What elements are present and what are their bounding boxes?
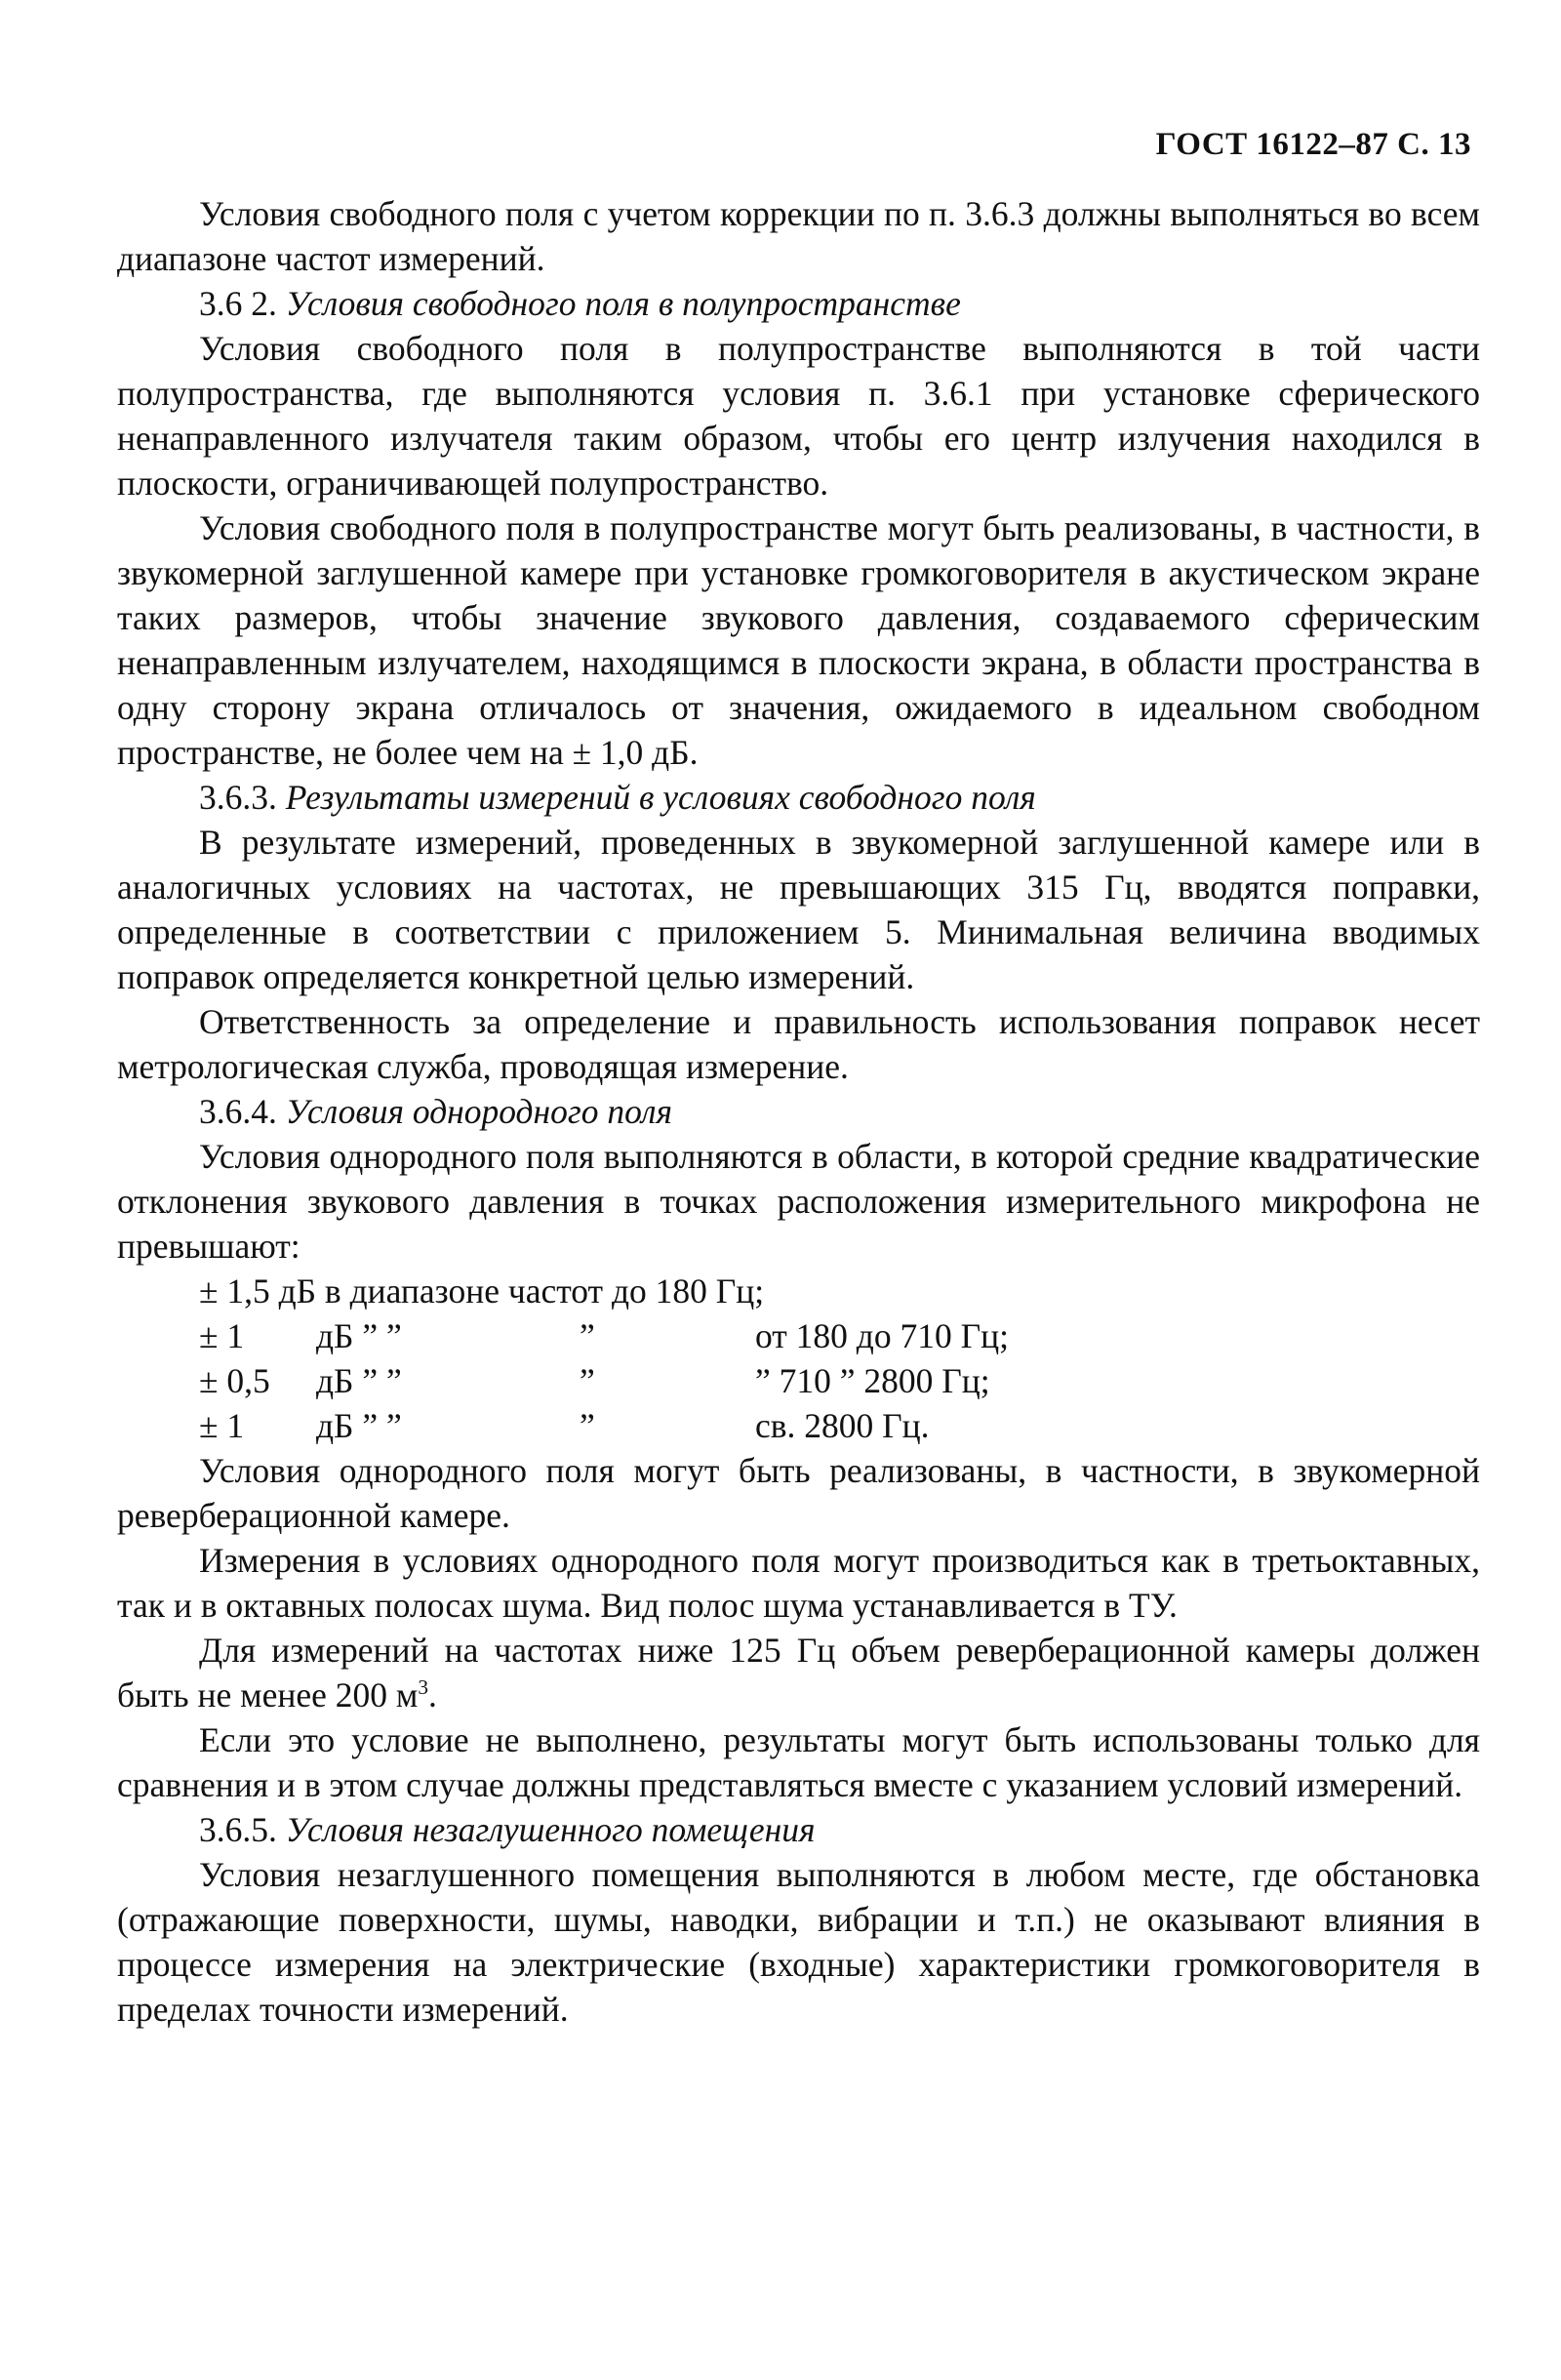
paragraph: Условия свободного поля в полупространстве могут быть реализованы, в частности, в звукомерной заглушенной камере при установке громкоговорителя в акустическом экране таких размеров, чтобы значение звукового давления, создаваемого сферическим ненаправленным излучателем, находящимся в плоскости экрана, в области пространства в одну сторону экрана отличалось от значения, ожидаемого в идеальном свободном пространстве, не более чем на ± 1,0 дБ. bbox=[117, 508, 1480, 772]
paragraph: Измерения в условиях однородного поля могут производиться как в третьоктавных, так и в октавных полосах шума. Вид полос шума устанавливается в ТУ. bbox=[117, 1541, 1480, 1625]
section-number: 3.6.4. bbox=[199, 1092, 286, 1131]
tolerance-ditto: ” bbox=[580, 1361, 595, 1400]
paragraph: Условия однородного поля могут быть реализованы, в частности, в звукомерной реверберационной камере. bbox=[117, 1451, 1480, 1535]
paragraph: Условия свободного поля в полупространстве выполняются в той части полупространства, где выполняются условия п. 3.6.1 при установке сферического ненаправленного излучателя таким образом, чтобы его центр излучения находился в плоскости, ограничивающей полупространство. bbox=[117, 329, 1480, 503]
tolerance-ditto: ” bbox=[580, 1316, 595, 1355]
section-number: 3.6 2. bbox=[199, 284, 286, 323]
tolerance-text: ± 1,5 дБ в диапазоне частот до 180 Гц; bbox=[199, 1271, 765, 1311]
paragraph-text: Для измерений на частотах ниже 125 Гц объем реверберационной камеры должен быть не менее 200 м bbox=[117, 1631, 1480, 1714]
section-number: 3.6.3. bbox=[199, 778, 286, 817]
document-body bbox=[117, 191, 1480, 2032]
tolerance-row bbox=[199, 1358, 1480, 1403]
section-number: 3.6.5. bbox=[199, 1810, 286, 1849]
section-title: Условия свободного поля в полупространстве bbox=[285, 284, 961, 323]
paragraph: Условия однородного поля выполняются в области, в которой средние квадратические отклонения звукового давления в точках расположения измерительного микрофона не превышают: bbox=[117, 1137, 1480, 1266]
section-heading-3-6-5 bbox=[117, 1807, 1480, 1852]
tolerance-value: ± 0,5 bbox=[199, 1361, 270, 1400]
section-heading-3-6-3 bbox=[117, 775, 1480, 820]
paragraph: Условия свободного поля с учетом коррекции по п. 3.6.3 должны выполняться во всем диапазоне частот измерений. bbox=[117, 194, 1480, 278]
section-title: Условия незаглушенного помещения bbox=[285, 1810, 816, 1849]
paragraph-end: . bbox=[427, 1675, 437, 1714]
tolerance-unit: дБ ” ” bbox=[316, 1361, 402, 1400]
paragraph: Условия незаглушенного помещения выполняются в любом месте, где обстановка (отражающие поверхности, шумы, наводки, вибрации и т.п.) не оказывают влияния в процессе измерения на электрические (входные) характеристики громкоговорителя в пределах точности измерений. bbox=[117, 1855, 1480, 2029]
tolerance-row bbox=[199, 1269, 1480, 1313]
section-heading-3-6-4 bbox=[117, 1089, 1480, 1134]
tolerance-range: от 180 до 710 Гц; bbox=[755, 1316, 1009, 1355]
paragraph bbox=[117, 1628, 1480, 1717]
tolerance-row bbox=[199, 1403, 1480, 1448]
paragraph: В результате измерений, проведенных в звукомерной заглушенной камере или в аналогичных условиях на частотах, не превышающих 315 Гц, вводятся поправки, определенные в соответствии с приложением 5. Минимальная величина вводимых поправок определяется конкретной целью измерений. bbox=[117, 823, 1480, 996]
tolerance-unit: дБ ” ” bbox=[316, 1316, 402, 1355]
section-title: Результаты измерений в условиях свободного поля bbox=[285, 778, 1036, 817]
tolerance-value: ± 1 bbox=[199, 1316, 245, 1355]
tolerance-list bbox=[117, 1269, 1480, 1448]
tolerance-unit: дБ ” ” bbox=[316, 1406, 402, 1445]
tolerance-range: св. 2800 Гц. bbox=[755, 1406, 930, 1445]
paragraph: Если это условие не выполнено, результаты могут быть использованы только для сравнения и в этом случае должны представляться вместе с указанием условий измерений. bbox=[117, 1720, 1480, 1804]
section-title: Условия однородного поля bbox=[285, 1092, 672, 1131]
paragraph: Ответственность за определение и правильность использования поправок несет метрологическая служба, проводящая измерение. bbox=[117, 1002, 1480, 1086]
tolerance-range: ” 710 ” 2800 Гц; bbox=[755, 1361, 990, 1400]
section-heading-3-6-2 bbox=[117, 281, 1480, 326]
superscript: 3 bbox=[418, 1675, 428, 1700]
tolerance-value: ± 1 bbox=[199, 1406, 245, 1445]
tolerance-row bbox=[199, 1313, 1480, 1358]
page-header: ГОСТ 16122–87 С. 13 bbox=[1155, 127, 1471, 162]
tolerance-ditto: ” bbox=[580, 1406, 595, 1445]
